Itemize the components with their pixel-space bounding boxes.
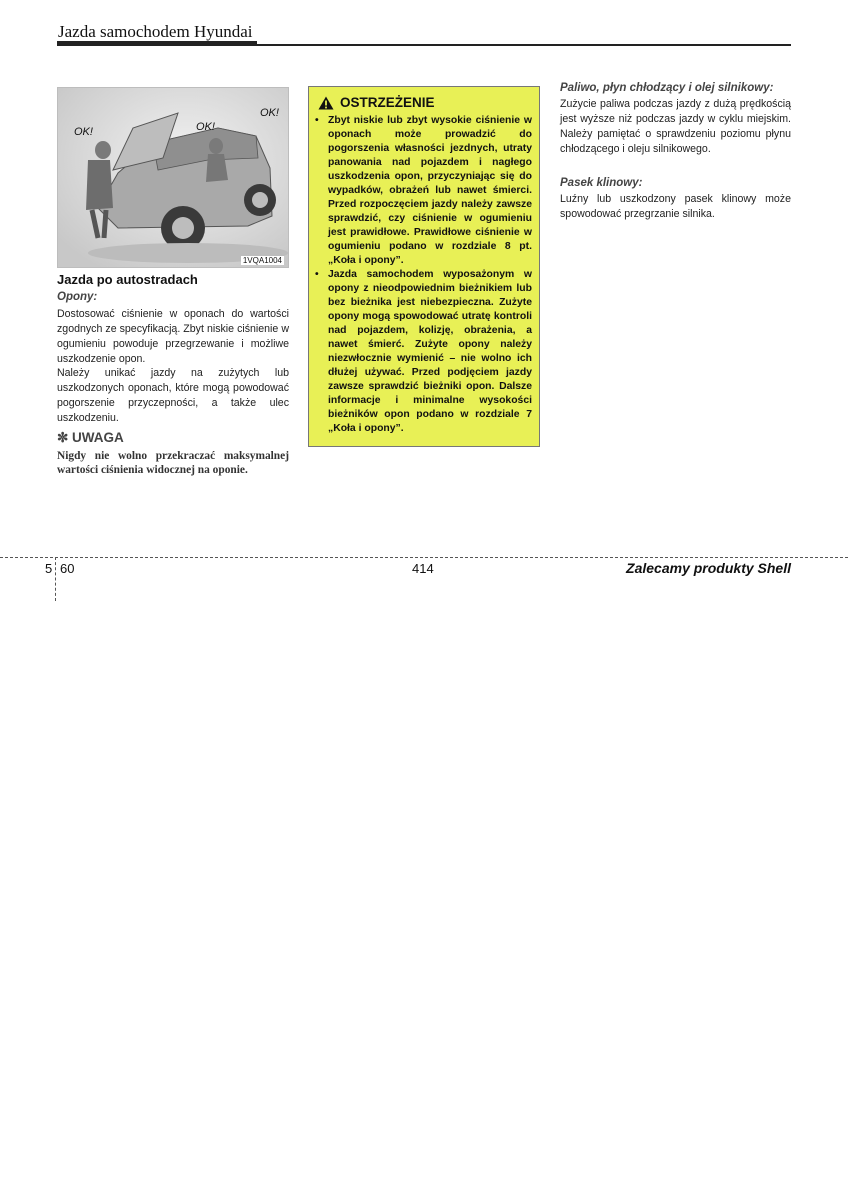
warning-triangle-icon — [318, 96, 334, 110]
footer-dashed-rule — [0, 557, 848, 558]
footer-section-number: 5 — [45, 561, 53, 576]
belt-paragraph: Luźny lub uszkodzony pasek klinowy może spowodować przegrzanie silnika. — [560, 193, 791, 220]
warning-title: OSTRZEŻENIE — [340, 95, 435, 110]
note-text: Nigdy nie wolno przekraczać maksymalnej wartości ciśnienia widocznej na oponie. — [57, 450, 289, 476]
warning-item: • Jazda samochodem wyposażonym w opony z nieodpowiednim bieżnikiem lub bez bieżnika jest niebezpieczna. Zużyte opony mogą spowodować utratę kontroli nad pojazdem, kolizję, obrażenia, a nawet śmierć. Zużyte opony należy niezwłocznie wymienić – nie wolno ich dłużej używać. Przed podjęciem jazdy zawsze sprawdzić bieżniki opon. Dalsze informacje i minimalne wysokości bieżników opon podano w rozdziale 7 „Koła i opony”. — [314, 268, 532, 436]
header-rule — [57, 44, 791, 46]
footer-center-number: 414 — [412, 561, 434, 576]
fuel-heading: Paliwo, płyn chłodzący i olej silnikowy: — [560, 82, 774, 94]
belt-heading: Pasek klinowy: — [560, 177, 643, 189]
warning-item: • Zbyt niskie lub zbyt wysokie ciśnienie w oponach może prowadzić do pogorszenia własności jezdnych, utraty panowania nad pojazdem i nagłego uszkodzenia opon, przyczyniając się do wypadków, obrażeń lub nawet śmierci. Przed rozpoczęciem jazdy należy zawsze sprawdzić, czy ciśnienie w ogumieniu jest prawidłowe. Prawidłowe ciśnienie w ogumieniu podano w rozdziale 8 pt. „Koła i opony”. — [314, 114, 532, 268]
ok-bubble-center: OK! — [196, 121, 215, 133]
ok-bubble-right: OK! — [260, 107, 279, 119]
footer-page-number: 60 — [60, 561, 75, 576]
section-title: Jazda po autostradach — [57, 272, 198, 287]
fuel-paragraph: Zużycie paliwa podczas jazdy z dużą prędkością jest wyższe niż podczas jazdy w cyklu miejskim. Należy pamiętać o sprawdzeniu poziomu płynu chłodzącego i oleju silnikowego. — [560, 98, 791, 155]
running-header: Jazda samochodem Hyundai — [58, 22, 253, 41]
car-illustration — [57, 87, 289, 268]
car-drawing — [58, 88, 289, 268]
note-title: ✼ UWAGA — [57, 430, 124, 445]
warning-list — [314, 114, 532, 436]
footer-brand-text: Zalecamy produkty Shell — [626, 560, 791, 576]
figure-code: 1VQA1004 — [242, 256, 282, 265]
tires-heading: Opony: — [57, 291, 98, 303]
tires-paragraph-1: Dostosować ciśnienie w oponach do wartości zgodnych ze specyfikacją. Zbyt niskie ciśnienie w ogumieniu powoduje przegrzewanie i możliwe uszkodzenie opon. — [57, 308, 289, 365]
ok-bubble-left: OK! — [74, 126, 93, 138]
warning-heading — [318, 95, 435, 110]
footer-dashed-divider — [55, 557, 56, 601]
tires-paragraph-2: Należy unikać jazdy na zużytych lub uszkodzonych oponach, które mogą powodować pogorszenie przyczepności, a także ulec uszkodzeniu. — [57, 367, 289, 424]
